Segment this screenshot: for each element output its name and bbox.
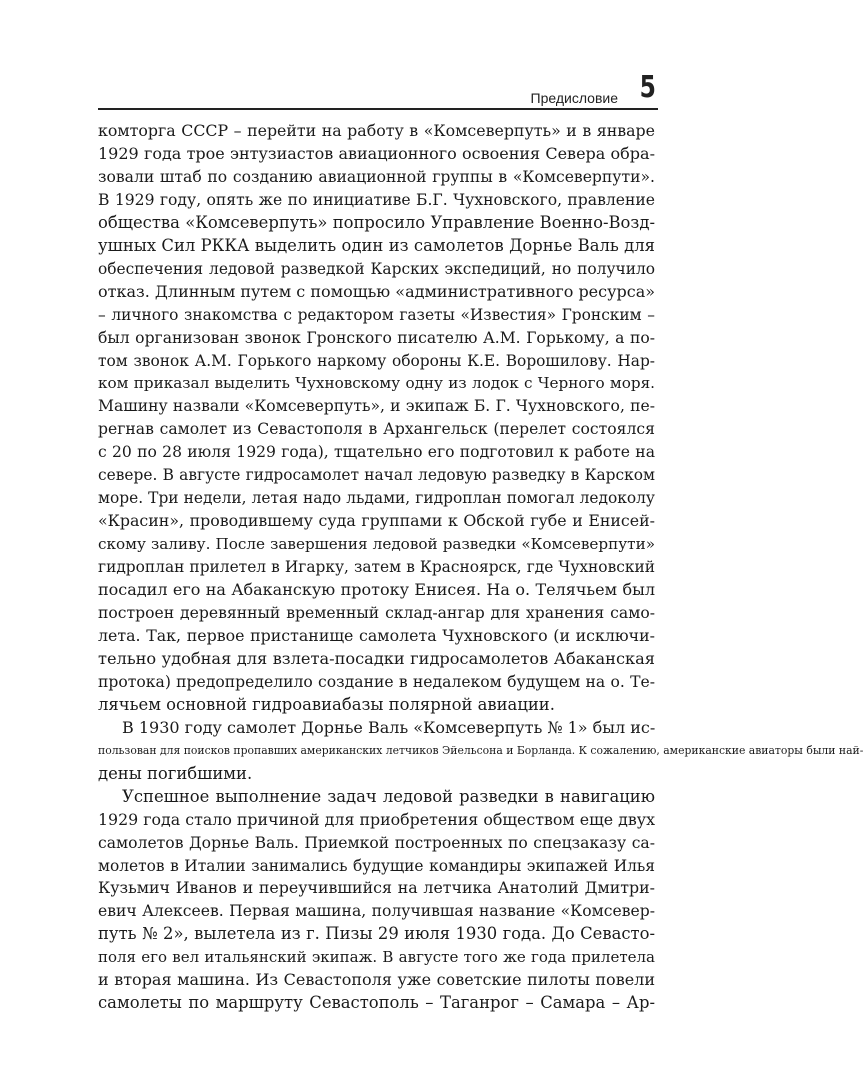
- text-line: регнав самолет из Севастополя в Архангельск (перелет состоялся: [98, 420, 655, 439]
- text-line: комторга СССР – перейти на работу в «Комсеверпуть» и в январе: [98, 121, 655, 140]
- text-line: Машину назвали «Комсеверпуть», и экипаж Б. Г. Чухновского, пе-: [98, 397, 655, 416]
- text-line: море. Три недели, летая надо льдами, гидроплан помогал ледоколу: [98, 489, 655, 508]
- text-line: лета. Так, первое пристанище самолета Чухновского (и исключи-: [98, 625, 655, 645]
- text-line: лячьем основной гидроавиабазы полярной авиации.: [98, 694, 555, 714]
- header-rule: [98, 108, 658, 110]
- text-line: скому заливу. После завершения ледовой разведки «Комсеверпути»: [98, 535, 655, 554]
- text-line: В 1930 году самолет Дорнье Валь «Комсеверпуть № 1» был ис-: [122, 717, 656, 737]
- text-line: поля его вел итальянский экипаж. В августе того же года прилетела: [98, 948, 655, 967]
- text-line: дены погибшими.: [98, 763, 253, 783]
- text-line: Кузьмич Иванов и переучившийся на летчика Анатолий Дмитри-: [98, 878, 655, 898]
- text-line: путь № 2», вылетела из г. Пизы 29 июля 1930 года. До Севасто-: [98, 924, 655, 944]
- text-line: ком приказал выделить Чухновскому одну из лодок с Черного моря.: [98, 374, 655, 393]
- text-line: построен деревянный временный склад-ангар для хранения само-: [98, 604, 655, 623]
- text-line: тельно удобная для взлета-посадки гидросамолетов Абаканская: [98, 648, 655, 668]
- text-line: отказ. Длинным путем с помощью «административного ресурса»: [98, 281, 656, 301]
- text-line: В 1929 году, опять же по инициативе Б.Г. Чухновского, правление: [98, 190, 655, 209]
- text-line: зовали штаб по созданию авиационной группы в «Комсеверпути».: [98, 167, 655, 186]
- text-line: был организован звонок Гронского писателю А.М. Горькому, а по-: [98, 328, 655, 347]
- text-line: протока) предопределило создание в недалеком будущем на о. Те-: [98, 672, 655, 691]
- text-line: гидроплан прилетел в Игарку, затем в Красноярск, где Чухновский: [98, 558, 655, 577]
- text-line: самолетов Дорнье Валь. Приемкой построенных по спецзаказу са-: [98, 833, 655, 852]
- text-line: пользован для поисков пропавших американских летчиков Эйельсона и Борланда. К сожалению, американские авиаторы были най-: [98, 743, 863, 757]
- page-header: [98, 72, 658, 110]
- text-line: 1929 года трое энтузиастов авиационного освоения Севера обра-: [98, 143, 655, 163]
- text-line: общества «Комсеверпуть» попросило Управление Военно-Возд-: [98, 212, 655, 232]
- text-line: молетов в Италии занимались будущие командиры экипажей Илья: [98, 856, 655, 875]
- text-line: том звонок А.М. Горького наркому обороны К.Е. Ворошилову. Нар-: [98, 351, 655, 370]
- text-line: посадил его на Абаканскую протоку Енисея. На о. Телячьем был: [98, 580, 655, 600]
- text-line: и вторая машина. Из Севастополя уже советские пилоты повели: [98, 970, 655, 990]
- text-line: севере. В августе гидросамолет начал ледовую разведку в Карском: [98, 466, 655, 485]
- text-line: «Красин», проводившему суда группами к Обской губе и Енисей-: [98, 511, 655, 531]
- running-title: Предисловие: [530, 90, 618, 106]
- text-line: Успешное выполнение задач ледовой разведки в навигацию: [122, 786, 655, 806]
- text-line: самолеты по маршруту Севастополь – Таганрог – Самара – Ар-: [98, 993, 655, 1013]
- text-line: – личного знакомства с редактором газеты «Известия» Гронским –: [98, 305, 655, 324]
- text-line: с 20 по 28 июля 1929 года), тщательно его подготовил к работе на: [98, 443, 655, 462]
- page-number: 5: [639, 70, 656, 105]
- body-text: [98, 120, 863, 1015]
- text-line: ушных Сил РККА выделить один из самолетов Дорнье Валь для: [98, 235, 655, 255]
- text-line: обеспечения ледовой разведкой Карских экспедиций, но получило: [98, 259, 655, 278]
- text-line: евич Алексеев. Первая машина, получившая название «Комсевер-: [98, 902, 655, 921]
- text-line: 1929 года стало причиной для приобретения обществом еще двух: [98, 809, 655, 829]
